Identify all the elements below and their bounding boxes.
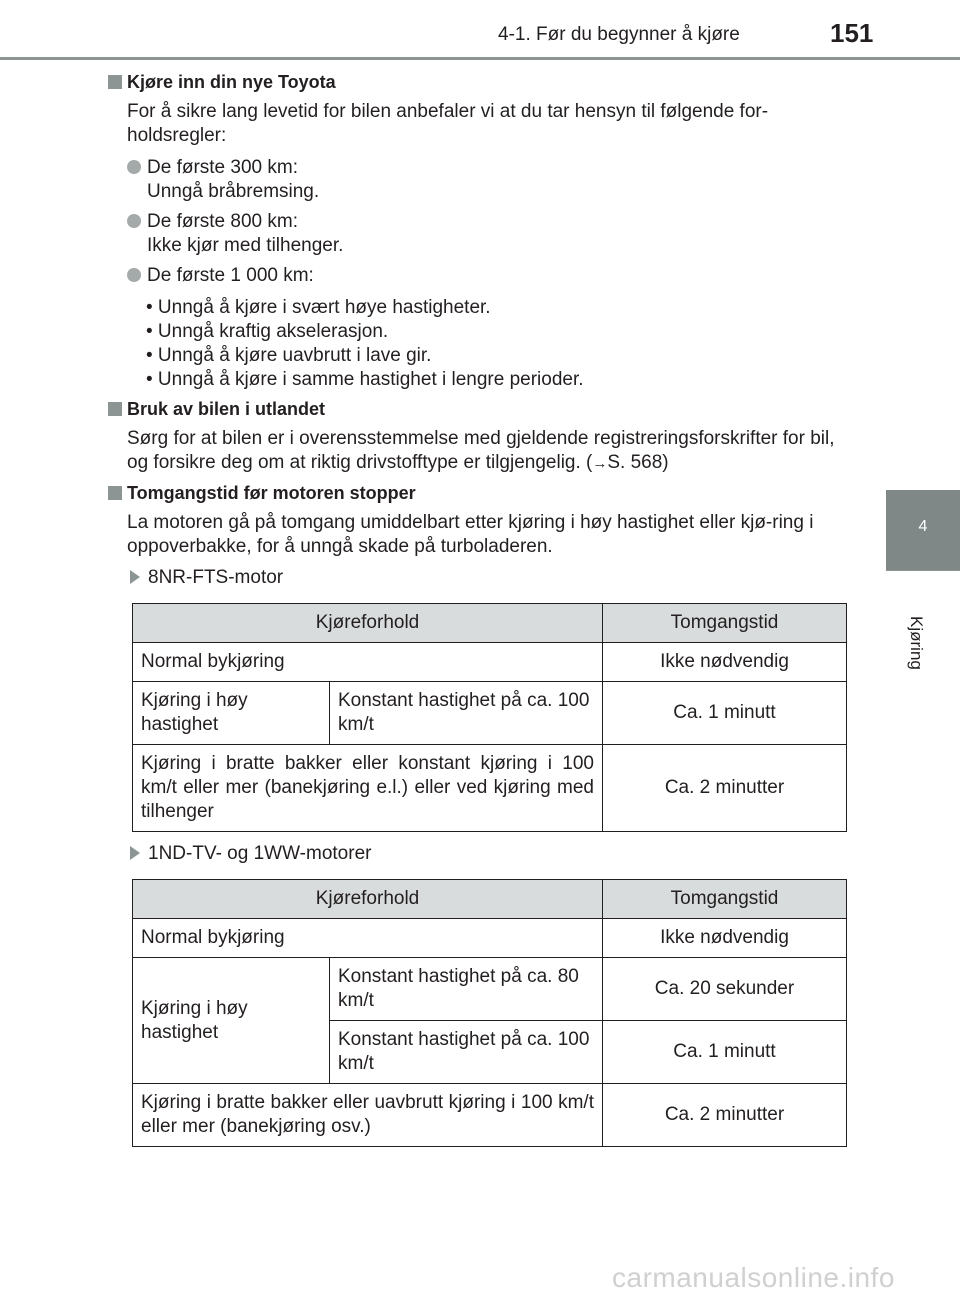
- paragraph-text: Sørg for at bilen er i overensstemmelse med gjeldende registreringsforskrifter for bil, og forsikre deg om at riktig drivstofftype er tilgjengelig. (: [127, 428, 835, 473]
- table-cell: Ca. 2 minutter: [603, 1084, 847, 1147]
- watermark: carmanualsonline.info: [612, 1262, 895, 1293]
- list-item-text: De første 1 000 km:: [147, 265, 314, 286]
- table-cell: Konstant hastighet på ca. 100 km/t: [330, 682, 603, 745]
- list-item: [127, 210, 343, 258]
- sub-list-item: • Unngå å kjøre i svært høye hastigheter.: [146, 297, 491, 318]
- page-number: 151: [830, 18, 874, 48]
- column-header: Kjøreforhold: [133, 880, 603, 919]
- table-cell: Ikke nødvendig: [603, 919, 847, 958]
- table-header-row: [133, 604, 847, 643]
- triangle-bullet-icon: [130, 570, 140, 584]
- table-cell: Ca. 2 minutter: [603, 745, 847, 832]
- section-heading-abroad: [108, 399, 325, 420]
- paragraph: [127, 427, 843, 476]
- list-item: [127, 156, 319, 204]
- table-cell: Kjøring i bratte bakker eller uavbrutt kjøring i 100 km/t eller mer (banekjøring osv.): [133, 1084, 603, 1147]
- engine-label-text: 8NR-FTS-motor: [148, 567, 284, 588]
- circle-bullet-icon: [127, 268, 141, 282]
- table-cell: Kjøring i høy hastighet: [133, 958, 330, 1084]
- table-row: [133, 643, 847, 682]
- chapter-title: 4-1. Før du begynner å kjøre: [498, 24, 740, 45]
- table-cell: Kjøring i bratte bakker eller konstant kjøring i 100 km/t eller mer (banekjøring e.l.) eller ved kjøring med tilhenger: [133, 745, 603, 832]
- table-row: [133, 958, 847, 1021]
- sub-list-item: • Unngå å kjøre i samme hastighet i lengre perioder.: [146, 369, 584, 390]
- section-heading-break-in: [108, 72, 336, 93]
- page-reference-link[interactable]: S. 568): [607, 452, 669, 473]
- square-bullet-icon: [108, 75, 122, 89]
- paragraph: For å sikre lang levetid for bilen anbefaler vi at du tar hensyn til følgende for-holdsregler:: [127, 101, 769, 146]
- list-item-text: De første 800 km:: [147, 211, 298, 232]
- chapter-tab-divider: [886, 570, 960, 571]
- table-header-row: [133, 880, 847, 919]
- table-row: [133, 682, 847, 745]
- table-cell: Konstant hastighet på ca. 100 km/t: [330, 1021, 603, 1084]
- table-cell: Ikke nødvendig: [603, 643, 847, 682]
- section-heading-idle: [108, 483, 416, 504]
- sub-list-item: • Unngå å kjøre uavbrutt i lave gir.: [146, 345, 432, 366]
- table-cell: Ca. 20 sekunder: [603, 958, 847, 1021]
- column-header: Kjøreforhold: [133, 604, 603, 643]
- column-header: Tomgangstid: [603, 880, 847, 919]
- header-divider: [0, 57, 960, 60]
- chapter-tab-label: Kjøring: [907, 616, 926, 670]
- table-cell: Normal bykjøring: [133, 643, 603, 682]
- section-heading-text: Tomgangstid før motoren stopper: [127, 483, 416, 503]
- table-cell: Ca. 1 minutt: [603, 682, 847, 745]
- engine-label: [130, 843, 371, 865]
- idle-time-table-1nd-1ww: [132, 879, 847, 1147]
- column-header: Tomgangstid: [603, 604, 847, 643]
- chapter-tab-number: 4: [918, 518, 928, 535]
- reference-arrow-icon: →: [592, 455, 608, 472]
- table-cell: Kjøring i høy hastighet: [133, 682, 330, 745]
- table-row: [133, 745, 847, 832]
- section-heading-text: Bruk av bilen i utlandet: [127, 399, 326, 419]
- section-heading-text: Kjøre inn din nye Toyota: [127, 72, 336, 92]
- list-item-detail: Unngå bråbremsing.: [147, 181, 320, 202]
- table-cell: Ca. 1 minutt: [603, 1021, 847, 1084]
- table-cell: Normal bykjøring: [133, 919, 603, 958]
- square-bullet-icon: [108, 486, 122, 500]
- circle-bullet-icon: [127, 160, 141, 174]
- table-row: [133, 919, 847, 958]
- list-item-detail: Ikke kjør med tilhenger.: [147, 235, 344, 256]
- triangle-bullet-icon: [130, 846, 140, 860]
- square-bullet-icon: [108, 402, 122, 416]
- paragraph: La motoren gå på tomgang umiddelbart etter kjøring i høy hastighet eller kjø-ring i oppoverbakke, for å unngå skade på turboladeren.: [127, 512, 814, 557]
- idle-time-table-8nr: [132, 603, 847, 832]
- circle-bullet-icon: [127, 214, 141, 228]
- list-item-text: De første 300 km:: [147, 157, 298, 178]
- table-row: [133, 1084, 847, 1147]
- engine-label-text: 1ND-TV- og 1WW-motorer: [148, 843, 372, 864]
- sub-list-item: • Unngå kraftig akselerasjon.: [146, 321, 389, 342]
- list-item: [127, 264, 314, 288]
- engine-label: [130, 567, 283, 589]
- table-cell: Konstant hastighet på ca. 80 km/t: [330, 958, 603, 1021]
